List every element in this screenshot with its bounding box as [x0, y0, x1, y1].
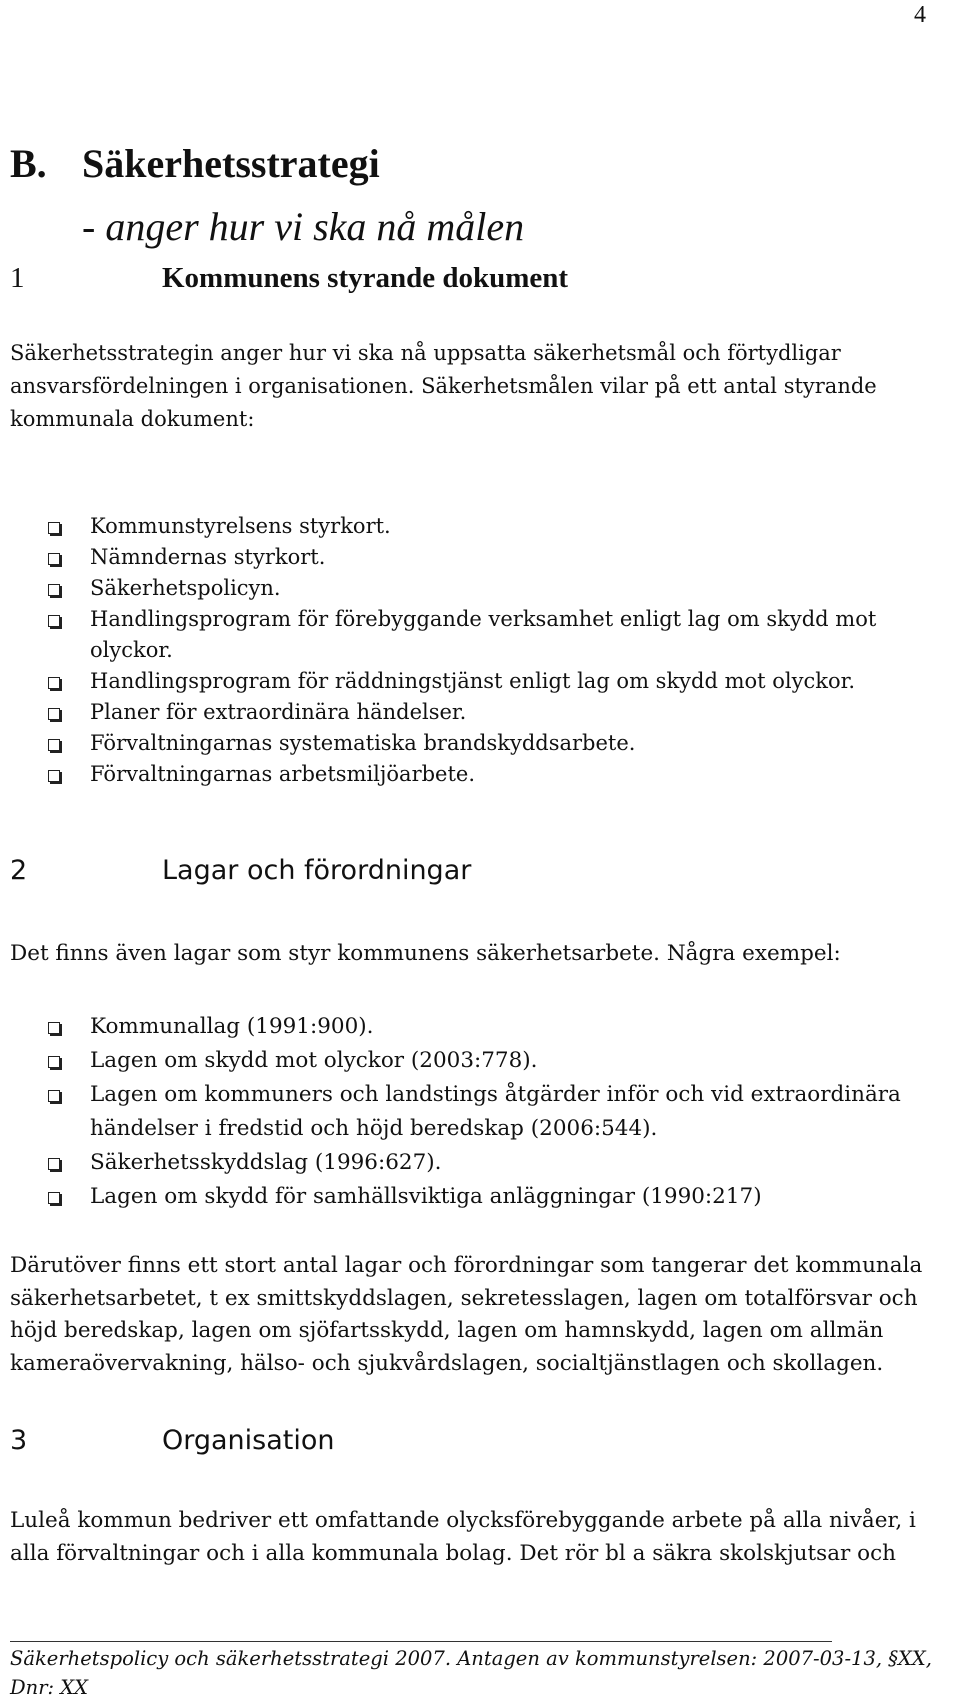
- lagar-list: [48, 1010, 948, 1214]
- checkbox-bullet-icon: [48, 522, 60, 534]
- section-3-intro: Luleå kommun bedriver ett omfattande olycksförebyggande arbete på alla nivåer, i alla förvaltningar och i alla kommunala bolag. Det rör bl a säkra skolskjutsar och: [10, 1508, 916, 1566]
- section-2-intro: Det finns även lagar som styr kommunens säkerhetsarbete. Några exempel:: [10, 941, 841, 966]
- title-letter: B.: [10, 141, 47, 186]
- list-item: Kommunstyrelsens styrkort.: [48, 511, 948, 542]
- footer-divider: [10, 1641, 832, 1642]
- list-item: Förvaltningarnas arbetsmiljöarbete.: [48, 759, 948, 790]
- section-3-title: Organisation: [162, 1425, 335, 1456]
- page-number: 4: [914, 2, 926, 28]
- page-title: [10, 140, 380, 187]
- checkbox-bullet-icon: [48, 553, 60, 565]
- checkbox-bullet-icon: [48, 1056, 60, 1068]
- checkbox-bullet-icon: [48, 615, 60, 627]
- checkbox-bullet-icon: [48, 1022, 60, 1034]
- list-item: Säkerhetsskyddslag (1996:627).: [48, 1146, 948, 1180]
- list-item: Handlingsprogram för räddningstjänst enligt lag om skydd mot olyckor.: [48, 666, 948, 697]
- checkbox-bullet-icon: [48, 677, 60, 689]
- list-item: Planer för extraordinära händelser.: [48, 697, 948, 728]
- list-item: Lagen om skydd mot olyckor (2003:778).: [48, 1044, 948, 1078]
- section-2-title: Lagar och förordningar: [162, 855, 472, 886]
- checkbox-bullet-icon: [48, 708, 60, 720]
- list-item: Kommunallag (1991:900).: [48, 1010, 948, 1044]
- list-item: Förvaltningarnas systematiska brandskyddsarbete.: [48, 728, 948, 759]
- checkbox-bullet-icon: [48, 739, 60, 751]
- checkbox-bullet-icon: [48, 1158, 60, 1170]
- section-1-heading: [10, 262, 568, 295]
- section-1-title: Kommunens styrande dokument: [162, 262, 569, 294]
- page-subtitle: - anger hur vi ska nå målen: [82, 204, 525, 249]
- list-item: Säkerhetspolicyn.: [48, 573, 948, 604]
- styrande-dokument-list: [48, 511, 948, 790]
- section-2-number: 2: [10, 855, 28, 886]
- list-item: Nämndernas styrkort.: [48, 542, 948, 573]
- section-1-number: 1: [10, 262, 25, 294]
- page-footer: Säkerhetspolicy och säkerhetsstrategi 2007. Antagen av kommunstyrelsen: 2007-03-13, §XX, Dnr: XX: [10, 1647, 932, 1699]
- section-2-heading: [10, 855, 471, 886]
- checkbox-bullet-icon: [48, 584, 60, 596]
- checkbox-bullet-icon: [48, 1192, 60, 1204]
- section-3-heading: [10, 1425, 335, 1456]
- section-3-number: 3: [10, 1425, 28, 1456]
- checkbox-bullet-icon: [48, 770, 60, 782]
- title-text: Säkerhetsstrategi: [82, 141, 380, 186]
- checkbox-bullet-icon: [48, 1090, 60, 1102]
- list-item: Lagen om skydd för samhällsviktiga anläggningar (1990:217): [48, 1180, 948, 1214]
- list-item: Handlingsprogram för förebyggande verksamhet enligt lag om skydd mot olyckor.: [48, 604, 948, 666]
- section-1-intro: Säkerhetsstrategin anger hur vi ska nå uppsatta säkerhetsmål och förtydligar ansvarsfördelningen i organisationen. Säkerhetsmålen vilar på ett antal styrande kommunala dokument:: [10, 341, 877, 431]
- section-2-outro: Därutöver finns ett stort antal lagar och förordningar som tangerar det kommunala säkerhetsarbetet, t ex smittskyddslagen, sekretesslagen, lagen om totalförsvar och höjd beredskap, lagen om sjöfartsskydd, lagen om hamnskydd, lagen om allmän kameraövervakning, hälso- och sjukvårdslagen, socialtjänstlagen och skollagen.: [10, 1253, 923, 1376]
- list-item: Lagen om kommuners och landstings åtgärder inför och vid extraordinära händelser i fredstid och höjd beredskap (2006:544).: [48, 1078, 948, 1146]
